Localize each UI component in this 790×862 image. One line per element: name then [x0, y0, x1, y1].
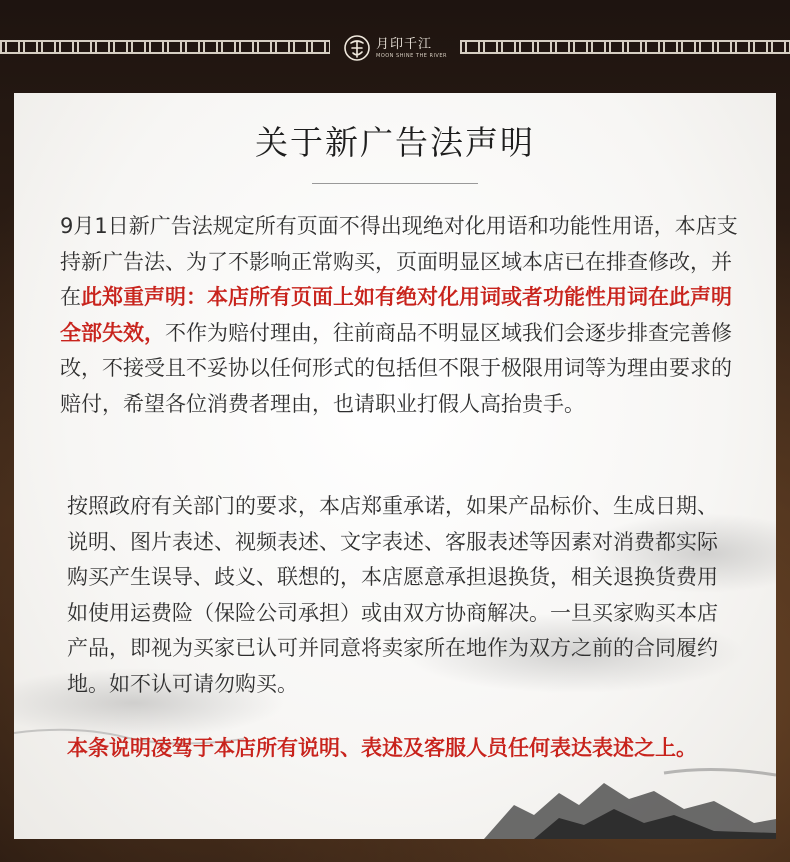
paragraph-override-clause: 本条说明凌驾于本店所有说明、表述及客服人员任何表达表述之上。: [67, 736, 697, 760]
fret-pattern-right: [460, 40, 790, 54]
brand-name: 月印千江: [376, 36, 433, 52]
paragraph-ad-law: [60, 209, 740, 422]
paragraph-commitment: 按照政府有关部门的要求，本店郑重承诺，如果产品标价、生成日期、说明、图片表述、视频表述、文字表述、客服表述等因素对消费都实际购买产生误导、歧义、联想的，本店愿意承担退换货，相关退换货费用如使用运费险（保险公司承担）或由双方协商解决。一旦买家购买本店产品，即视为买家已认可并同意将卖家所在地作为双方之前的合同履约地。如不认可请勿购买。: [67, 494, 718, 696]
page-title: 关于新广告法声明: [255, 123, 535, 162]
fret-pattern-left: [0, 40, 330, 54]
title-divider: [312, 183, 478, 184]
header-banner: [0, 0, 790, 92]
notice-card: [14, 93, 776, 839]
brand-tagline: MOON SHINE THE RIVER: [376, 52, 447, 59]
brand-logo: [342, 32, 452, 64]
paragraph-ad-law-text-a: 9月1日新广告法规定所有页面不得出现绝对化用语和功能性用语，本店支持新广告法、为了不影响正常购买，页面明显区域本店已在排查修改，并在: [60, 214, 738, 309]
brand-seal-icon: [342, 33, 372, 63]
paragraph-ad-law-text-b: 不作为赔付理由，往前商品不明显区域我们会逐步排查完善修改，不接受且不妥协以任何形式的包括但不限于极限用词等为理由要求的赔付，希望各位消费者理由，也请职业打假人高抬贵手。: [60, 320, 732, 416]
paragraph-ad-law-highlight: 此郑重声明：本店所有页面上如有绝对化用词或者功能性用词在此声明全部失效，: [60, 285, 732, 345]
ink-landscape-decoration: [14, 93, 776, 839]
